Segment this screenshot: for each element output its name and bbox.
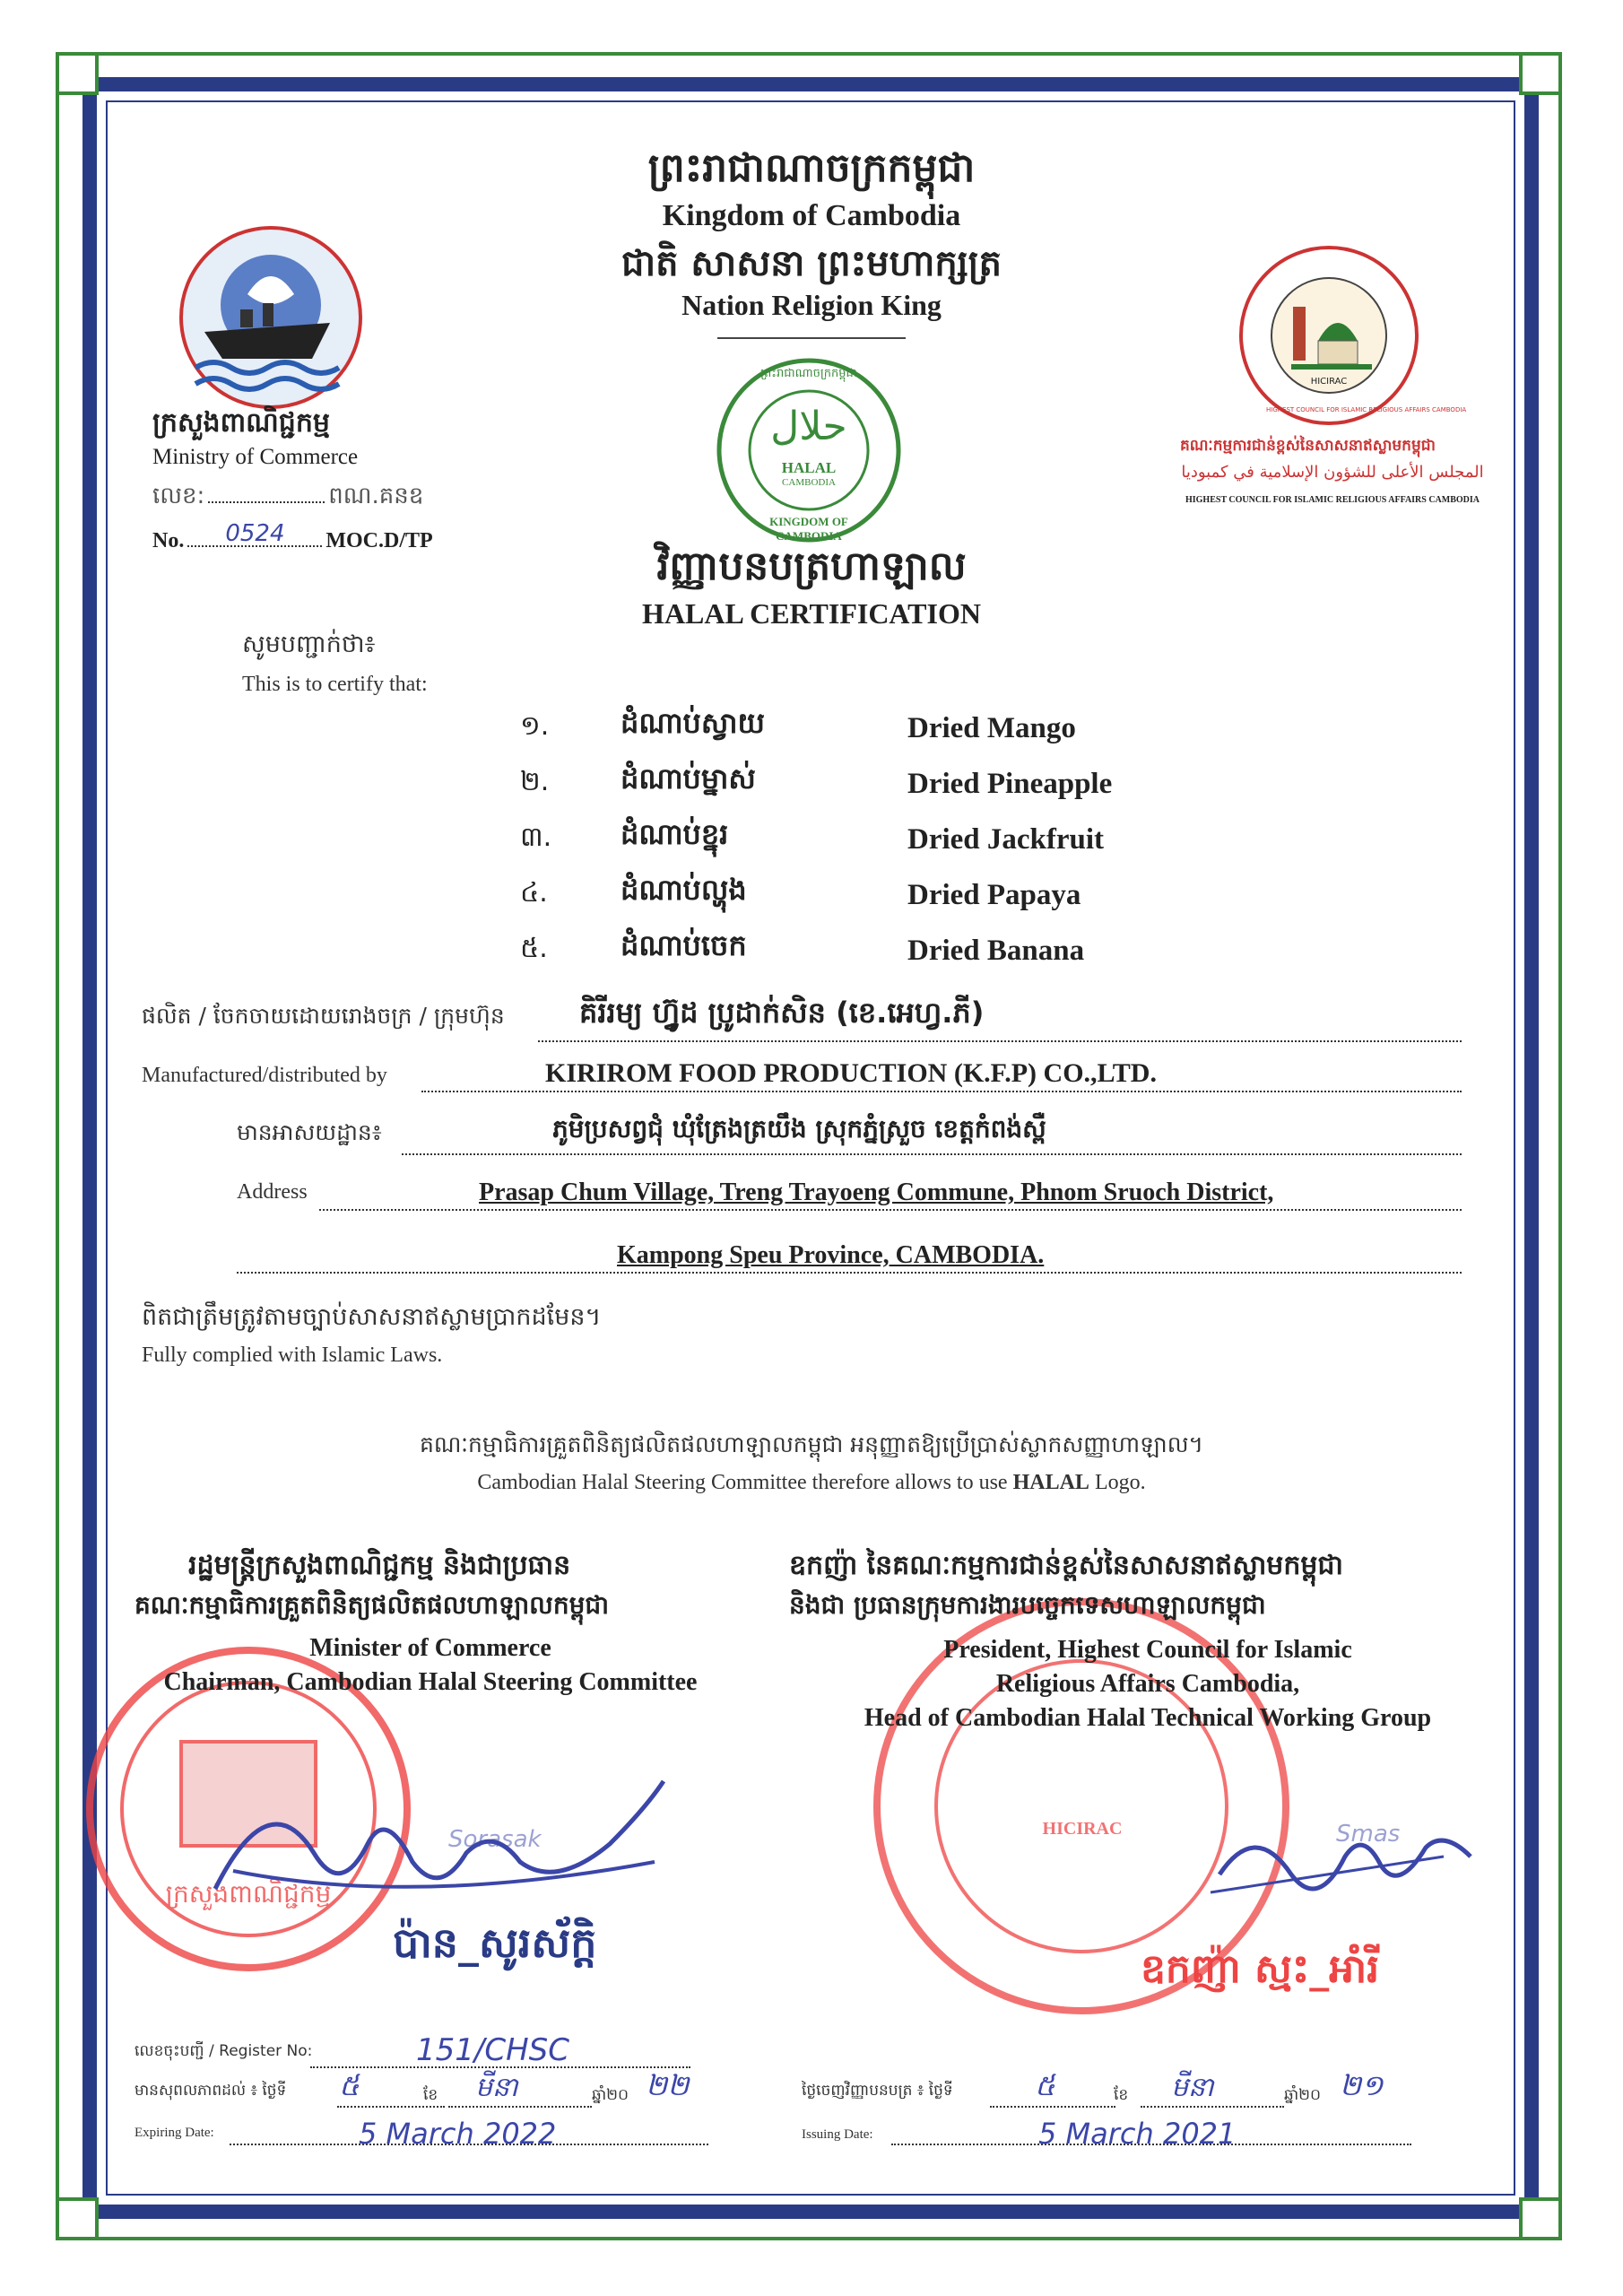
ministry-number-en-row [152, 520, 529, 565]
issuing-en-row [802, 2117, 1411, 2152]
halal-cambodia-logo [716, 357, 902, 544]
address-line1-en: Prasap Chum Village, Treng Trayoeng Commune, Phnom Sruoch District, [479, 1178, 1274, 1206]
number-suffix-khmer: ពណ.គនឧ [328, 483, 424, 509]
halal-logo-top-text: ព្រះរាជាណាចក្រកម្ពុជា [760, 367, 857, 380]
address-label-en: Address [237, 1180, 308, 1204]
ministry-emblem [178, 224, 364, 411]
manufacturer-label-en: Manufactured/distributed by [142, 1064, 387, 1087]
list-item: ១. ដំណាប់ស្វាយ Dried Mango [520, 706, 1076, 744]
manufacturer-en-field [421, 1060, 1462, 1092]
right-signature-text: Smas [1336, 1821, 1401, 1848]
manufacturer-value-en: KIRIROM FOOD PRODUCTION (K.F.P) CO.,LTD. [545, 1058, 1157, 1088]
left-signatory-en-2: Chairman, Cambodian Halal Steering Committee [163, 1668, 698, 1696]
issuing-date-en: 5 March 2021 [1038, 2117, 1237, 2151]
kingdom-khmer: ព្រះរាជាណាចក្រកម្ពុជា [647, 145, 976, 191]
header-divider [717, 337, 906, 339]
ministry-seal-text: ក្រសួងពាណិជ្ជកម្ម [165, 1879, 332, 1909]
hicirac-emblem [1237, 244, 1467, 427]
committee-khmer: គណៈកម្មាធិការគ្រួតពិនិត្យផលិតផលហាឡាលកម្ពុជា អនុញ្ញាតឱ្យប្រើប្រាស់ស្លាកសញ្ញាហាឡាល។ [420, 1431, 1203, 1457]
halal-logo-country: CAMBODIA [782, 477, 836, 488]
corner-ornament [56, 52, 99, 95]
expiry-khmer-row: មានសុពលភាពដល់ ៖ ថ្ងៃទី ៥ ខែ មីនា ឆ្នាំ២០ ២២ [135, 2081, 708, 2111]
left-signatory-name: ប៉ាន_សូរស័ក្តិ [393, 1918, 597, 1967]
kingdom-en: Kingdom of Cambodia [662, 199, 961, 232]
register-label: លេខចុះបញ្ជី / Register No: [135, 2042, 313, 2060]
number-suffix-en: MOC.D/TP [325, 529, 433, 552]
address-khmer-field [402, 1114, 1462, 1155]
right-signatory-en-3: Head of Cambodian Halal Technical Working Group [864, 1704, 1432, 1732]
manufacturer-khmer-field [538, 996, 1462, 1042]
hicirac-name-en: HIGHEST COUNCIL FOR ISLAMIC RELIGIOUS AFFAIRS CAMBODIA [1185, 495, 1480, 505]
corner-ornament [1519, 2197, 1562, 2240]
left-signature [197, 1763, 681, 1916]
list-item: ៥. ដំណាប់ចេក Dried Banana [520, 928, 1085, 967]
left-signatory-en-1: Minister of Commerce [309, 1634, 551, 1662]
right-signatory-en-1: President, Highest Council for Islamic [943, 1636, 1352, 1664]
right-signatory-en-2: Religious Affairs Cambodia, [995, 1670, 1300, 1698]
left-signatory-khmer-1: រដ្ឋមន្ត្រីក្រសួងពាណិជ្ជកម្ម និងជាប្រធាន [188, 1550, 571, 1581]
title-khmer: វិញ្ញាបនបត្រហាឡាល [656, 544, 967, 589]
issuing-year: ២១ [1340, 2068, 1384, 2102]
expiry-day: ៥ [339, 2068, 360, 2102]
left-signatory-khmer-2: គណៈកម្មាធិការគ្រួតពិនិត្យផលិតផលហាឡាលកម្ពុជា [135, 1590, 610, 1620]
ministry-name-en: Ministry of Commerce [152, 445, 359, 469]
corner-ornament [1519, 52, 1562, 95]
certify-khmer: សូមបញ្ជាក់ថា៖ [242, 631, 376, 658]
hicirac-logo-text: HICIRAC [1310, 377, 1348, 387]
expiry-year: ២២ [646, 2068, 690, 2102]
register-number: 151/CHSC [416, 2032, 569, 2068]
expiry-month: មីនា [475, 2072, 518, 2103]
halal-logo-word: HALAL [781, 459, 837, 476]
hicirac-name-khmer: គណៈកម្មការជាន់ខ្ពស់នៃសាសនាឥស្លាមកម្ពុជា [1180, 437, 1436, 455]
right-signatory-khmer-2: និងជា ប្រធានក្រុមការងារបច្ចេកទេសហាឡាលកម្ពុជា [789, 1590, 1266, 1620]
expiry-en-row [135, 2117, 708, 2152]
address-label-khmer: មានអាសយដ្ឋាន៖ [237, 1119, 382, 1145]
list-item: ៣. ដំណាប់ខ្នុរ Dried Jackfruit [520, 817, 1105, 856]
address-value-khmer: ភូមិប្រសព្វជុំ ឃុំត្រែងត្រយឹង ស្រុកភ្នំស្រួច ខេត្តកំពង់ស្ពឺ [552, 1114, 1046, 1144]
compliance-khmer: ពិតជាត្រឹមត្រូវតាមច្បាប់សាសនាឥស្លាមប្រាកដមែន។ [142, 1303, 602, 1331]
hicirac-ring-text: HIGHEST COUNCIL FOR ISLAMIC RELIGIOUS AFFAIRS CAMBODIA [1266, 406, 1467, 413]
product-list [520, 703, 1166, 981]
issuing-day: ៥ [1035, 2068, 1055, 2102]
expiry-label-en: Expiring Date: [135, 2126, 214, 2140]
manufacturer-label-khmer: ផលិត / ចែកចាយដោយរោងចក្រ / ក្រុមហ៊ុន [142, 1003, 505, 1029]
manufacturer-value-khmer: គិរីរម្យ ហ្វ៊ូដ ប្រូដាក់សិន (ខេ.អេហ្វ.ភី) [579, 996, 985, 1030]
number-label-en: No. [152, 529, 185, 552]
issuing-month: មីនា [1171, 2072, 1214, 2103]
ministry-name-khmer: ក្រសួងពាណិជ្ជកម្ម [152, 407, 330, 439]
compliance-en: Fully complied with Islamic Laws. [142, 1344, 443, 1367]
right-signatory-khmer-1: ឧកញ៉ា នៃគណៈកម្មការជាន់ខ្ពស់នៃសាសនាឥស្លាមកម្ពុជា [789, 1550, 1343, 1581]
halal-logo-arabic: حلال [770, 404, 847, 449]
ministry-number-khmer-row [152, 481, 493, 517]
issuing-khmer-row: ថ្ងៃចេញវិញ្ញាបនបត្រ ៖ ថ្ងៃទី ៥ ខែ មីនា ឆ្នាំ២០ ២១ [802, 2081, 1411, 2111]
list-item: ២. ដំណាប់ម្នាស់ Dried Pineapple [520, 761, 1113, 800]
left-signature-text: Sorasak [448, 1826, 542, 1853]
number-label-khmer: លេខ: [152, 483, 205, 509]
certificate-number: 0524 [225, 520, 285, 547]
issuing-label-en: Issuing Date: [802, 2127, 873, 2142]
motto-khmer: ជាតិ សាសនា ព្រះមហាក្សត្រ [621, 243, 1002, 284]
address-line2-en: Kampong Speu Province, CAMBODIA. [617, 1241, 1045, 1269]
address-en-field-1 [319, 1177, 1462, 1211]
list-item: ៤. ដំណាប់ល្ហុង Dried Papaya [520, 873, 1081, 911]
expiry-date-en: 5 March 2022 [359, 2117, 557, 2151]
right-signature [1202, 1803, 1497, 1928]
halal-logo-bottom-text: KINGDOM OF CAMBODIA [769, 515, 848, 543]
motto-en: Nation Religion King [681, 289, 942, 321]
corner-ornament [56, 2197, 99, 2240]
hicirac-name-arabic: المجلس الأعلى للشؤون الإسلامية في كمبوديا [1181, 463, 1484, 482]
hicirac-seal-text: HICIRAC [1042, 1819, 1123, 1839]
address-en-field-2 [237, 1239, 1462, 1274]
committee-en: Cambodian Halal Steering Committee therefore allows to use HALAL Logo. [477, 1471, 1146, 1494]
certify-en: This is to certify that: [242, 673, 428, 696]
title-en: HALAL CERTIFICATION [642, 597, 981, 630]
register-row [135, 2032, 690, 2072]
right-signatory-name: ឧកញ៉ា ស្មះ_អាំរី [1141, 1946, 1380, 1992]
